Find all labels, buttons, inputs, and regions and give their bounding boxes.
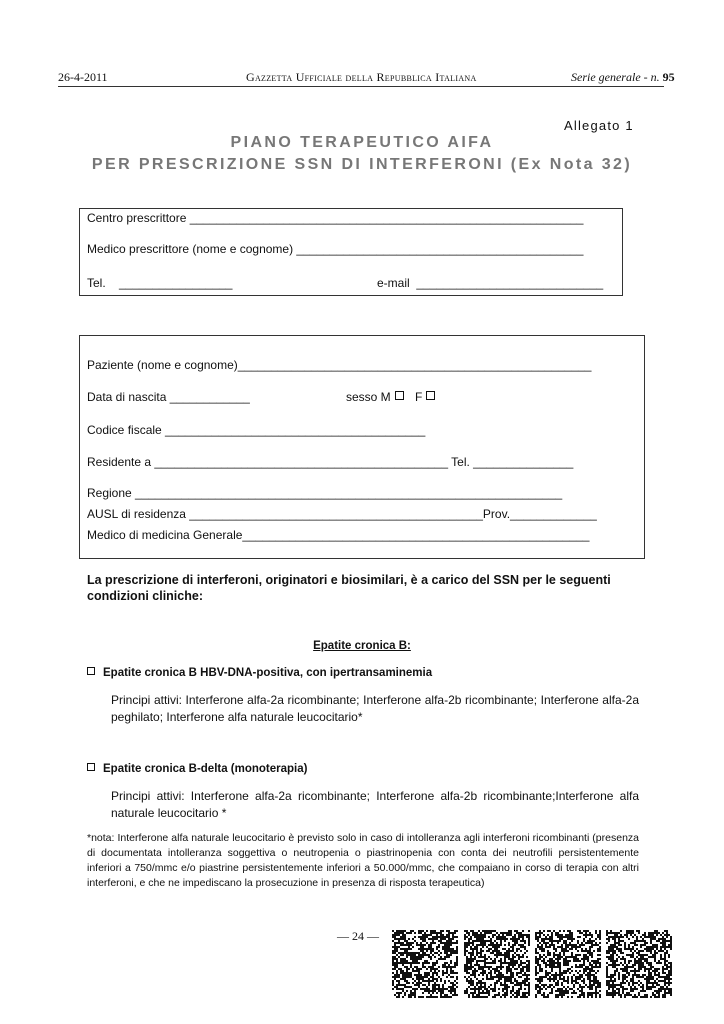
- sex-f-checkbox[interactable]: [426, 391, 435, 400]
- sex-label-m: sesso M: [346, 390, 391, 404]
- sex-m-checkbox[interactable]: [395, 391, 404, 400]
- page-number: — 24 —: [337, 929, 379, 943]
- prescriber-tel-field[interactable]: Tel. _________________: [87, 276, 233, 290]
- item1-title: Epatite cronica B HBV-DNA-positiva, con ipertransaminemia: [103, 667, 433, 679]
- barcode-block: [535, 930, 601, 998]
- header-rule: [58, 86, 664, 87]
- footnote: *nota: Interferone alfa naturale leucocitario è previsto solo in caso di intolleranza agli interferoni ricombinanti (presenza di documentata intolleranza soggettiva o neutropenia o piastrinopenia con conta dei neutrofili persistentemente inferiori a 750/mmc e/o piastrine persistentemente inferiori a 50.000/mmc, che compaiano in corso di terapia con altri interferoni, e che ne impediscano la prosecuzione in presenza di risposta terapeutica): [87, 832, 639, 889]
- series-label: Serie generale - n.: [571, 70, 660, 84]
- item2-heading: [87, 763, 307, 775]
- patient-fiscal-field[interactable]: Codice fiscale _______________________________________: [87, 423, 426, 437]
- patient-birth-field[interactable]: Data di nascita ____________: [87, 390, 250, 404]
- item2-title: Epatite cronica B-delta (monoterapia): [103, 763, 308, 775]
- patient-form: [79, 335, 645, 559]
- section-title: Epatite cronica B:: [313, 640, 411, 652]
- barcode-block: [464, 930, 530, 998]
- intro-text: La prescrizione di interferoni, originatori e biosimilari, è a carico del SSN per le seguenti condizioni cliniche:: [87, 573, 611, 603]
- barcode-block: [392, 930, 458, 998]
- issue-date: 26-4-2011: [58, 70, 108, 84]
- prescriber-email-field[interactable]: e-mail ____________________________: [377, 276, 604, 290]
- item2-principles: Principi attivi: Interferone alfa-2a ricombinante; Interferone alfa-2b ricombinante;Interferone alfa naturale leucocitario *: [111, 789, 639, 820]
- gazette-name: Gazzetta Ufficiale della Repubblica Italiana: [246, 70, 477, 84]
- series-info: [571, 70, 675, 85]
- item1-principles: Principi attivi: Interferone alfa-2a ricombinante; Interferone alfa-2b ricombinante; Interferone alfa-2a peghilato; Interferone alfa naturale leucocitario*: [111, 693, 639, 724]
- page-title: PIANO TERAPEUTICO AIFA: [230, 134, 494, 151]
- item1-heading: [87, 667, 432, 679]
- patient-resident-field[interactable]: Residente a ____________________________________________ Tel. _______________: [87, 455, 574, 469]
- prescriber-center-field[interactable]: Centro prescrittore ___________________________________________________________: [87, 211, 584, 225]
- page-subtitle: PER PRESCRIZIONE SSN DI INTERFERONI (Ex Nota 32): [91, 156, 633, 173]
- series-number: 95: [662, 70, 675, 84]
- patient-gp-field[interactable]: Medico di medicina Generale____________________________________________________: [87, 528, 590, 542]
- patient-sex-field: [346, 390, 435, 404]
- security-barcode: [392, 930, 674, 998]
- sex-label-f: F: [415, 390, 423, 404]
- barcode-block: [606, 930, 672, 998]
- patient-name-field[interactable]: Paziente (nome e cognome)_____________________________________________________: [87, 358, 592, 372]
- item2-checkbox[interactable]: [87, 763, 95, 771]
- patient-region-field[interactable]: Regione ________________________________________________________________: [87, 486, 563, 500]
- item1-checkbox[interactable]: [87, 667, 95, 675]
- patient-ausl-field[interactable]: AUSL di residenza ____________________________________________Prov._____________: [87, 507, 597, 521]
- annex-label: Allegato 1: [564, 118, 634, 133]
- prescriber-doctor-field[interactable]: Medico prescrittore (nome e cognome) ___________________________________________: [87, 242, 584, 256]
- prescriber-form: [79, 208, 623, 296]
